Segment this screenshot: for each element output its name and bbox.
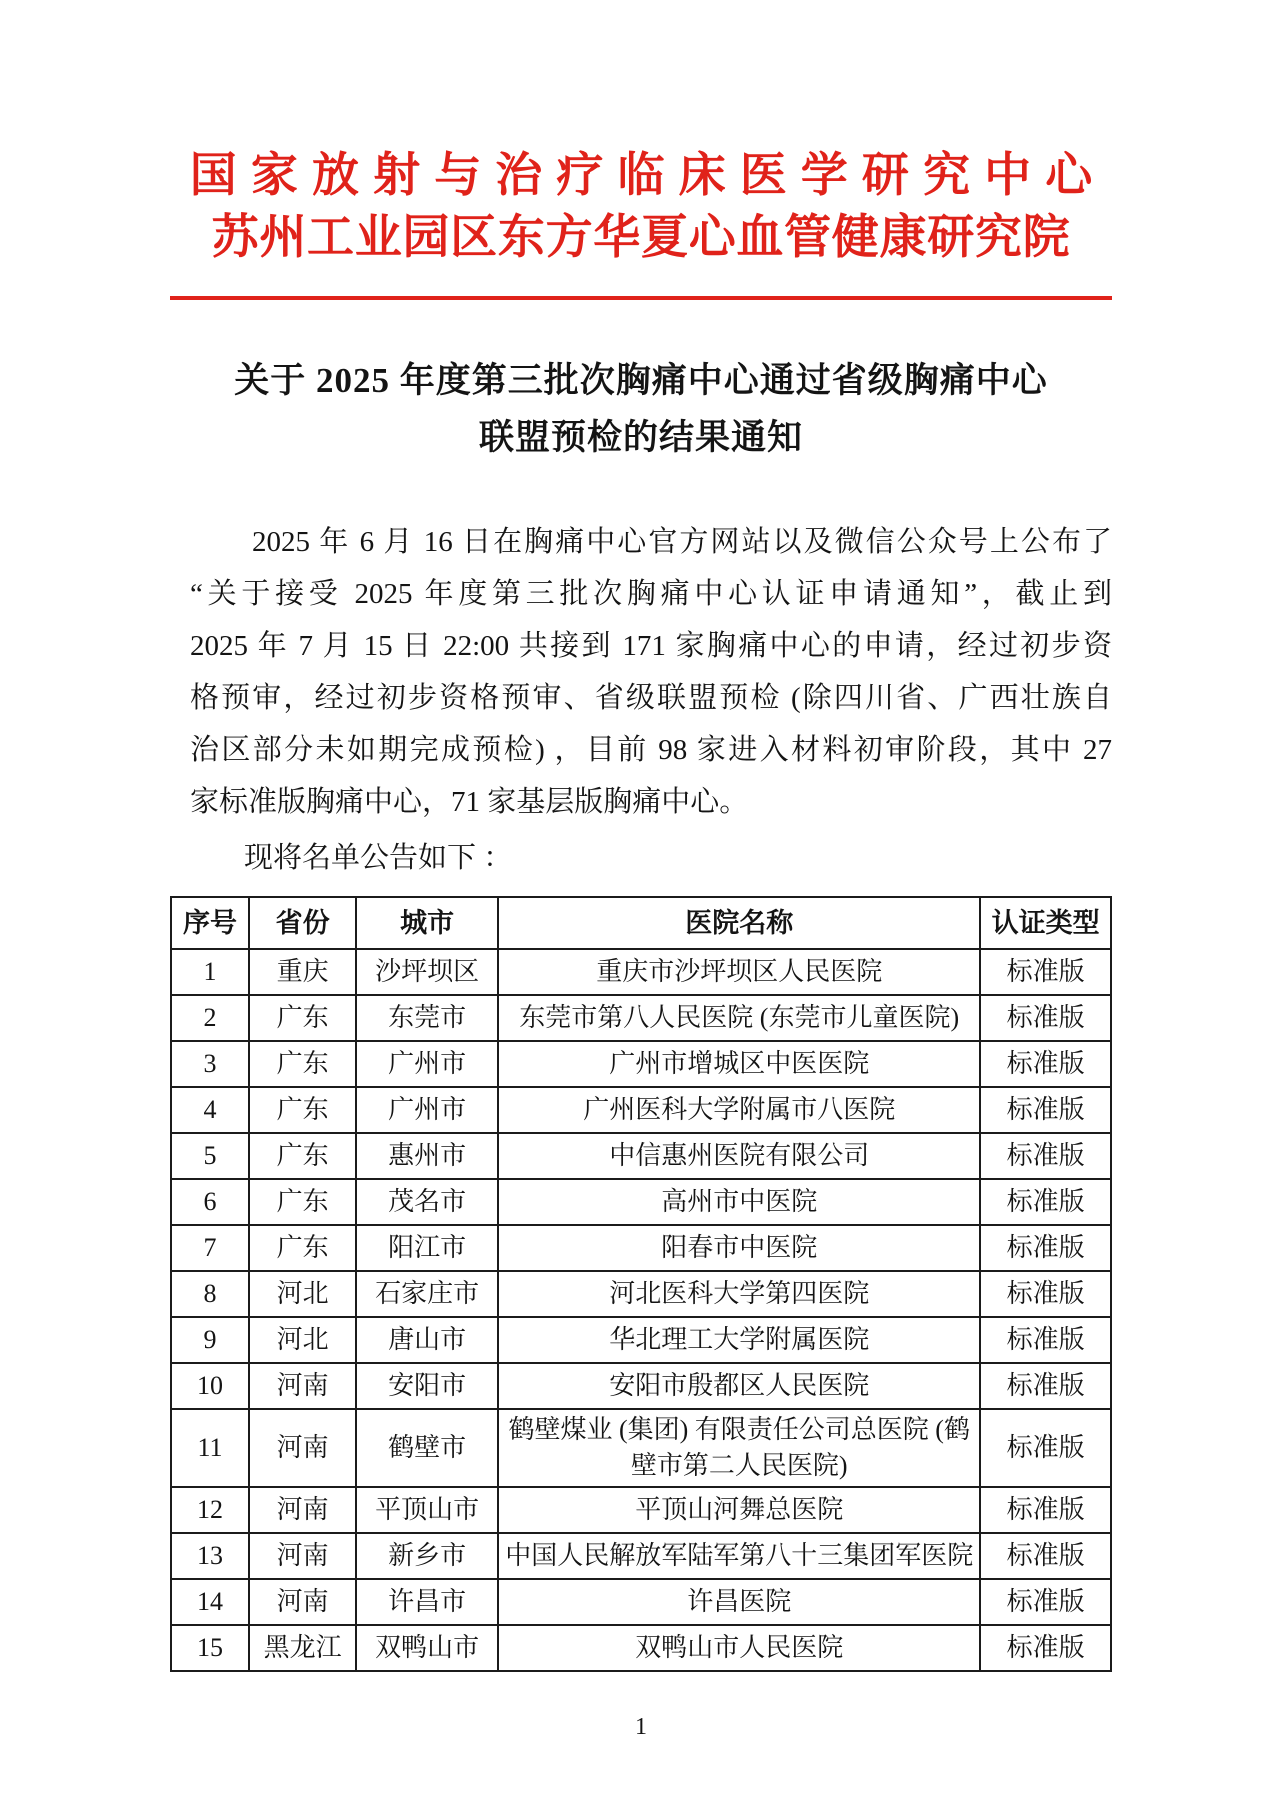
cell-cert-type: 标准版 — [980, 1087, 1111, 1133]
cell-city: 惠州市 — [356, 1133, 498, 1179]
cell-hospital: 阳春市中医院 — [498, 1225, 980, 1271]
body-line: 治区部分未如期完成预检) ，目前 98 家进入材料初审阶段，其中 27 — [190, 734, 1112, 766]
cell-province: 河南 — [249, 1409, 356, 1487]
column-header-hospital: 医院名称 — [498, 897, 980, 949]
cell-cert-type: 标准版 — [980, 1363, 1111, 1409]
cell-hospital: 许昌医院 — [498, 1579, 980, 1625]
body-line: “关于接受 2025 年度第三批次胸痛中心认证申请通知”，截止到 — [190, 578, 1112, 610]
body-line: 格预审，经过初步资格预审、省级联盟预检 (除四川省、广西壮族自 — [190, 682, 1112, 714]
body-line: 2025 年 6 月 16 日在胸痛中心官方网站以及微信公众号上公布了 — [252, 526, 1112, 558]
table-row — [171, 1271, 1111, 1317]
hospital-table-body — [171, 949, 1111, 1671]
cell-province: 河南 — [249, 1579, 356, 1625]
cell-hospital: 平顶山河舞总医院 — [498, 1487, 980, 1533]
body-line: 2025 年 7 月 15 日 22:00 共接到 171 家胸痛中心的申请，经过初步资 — [190, 630, 1112, 662]
cell-number: 10 — [171, 1363, 249, 1409]
cell-province: 广东 — [249, 1133, 356, 1179]
cell-cert-type: 标准版 — [980, 1409, 1111, 1487]
letterhead — [170, 146, 1112, 268]
cell-province: 广东 — [249, 1041, 356, 1087]
cell-cert-type: 标准版 — [980, 1271, 1111, 1317]
cell-hospital: 鹤壁煤业 (集团) 有限责任公司总医院 (鹤壁市第二人民医院) — [498, 1409, 980, 1487]
cell-cert-type: 标准版 — [980, 1533, 1111, 1579]
table-row — [171, 1317, 1111, 1363]
cell-hospital: 东莞市第八人民医院 (东莞市儿童医院) — [498, 995, 980, 1041]
cell-city: 广州市 — [356, 1041, 498, 1087]
table-row — [171, 1363, 1111, 1409]
cell-city: 阳江市 — [356, 1225, 498, 1271]
table-row — [171, 949, 1111, 995]
cell-hospital: 中信惠州医院有限公司 — [498, 1133, 980, 1179]
cell-cert-type: 标准版 — [980, 949, 1111, 995]
cell-province: 广东 — [249, 1087, 356, 1133]
table-row — [171, 995, 1111, 1041]
cell-number: 1 — [171, 949, 249, 995]
body-line: 家标准版胸痛中心，71 家基层版胸痛中心。 — [190, 786, 749, 818]
cell-hospital: 河北医科大学第四医院 — [498, 1271, 980, 1317]
cell-number: 2 — [171, 995, 249, 1041]
letterhead-line1: 国家放射与治疗临床医学研究中心 — [189, 150, 1107, 202]
table-row — [171, 1409, 1111, 1487]
cell-cert-type: 标准版 — [980, 1579, 1111, 1625]
cell-city: 许昌市 — [356, 1579, 498, 1625]
table-row — [171, 1625, 1111, 1671]
cell-number: 13 — [171, 1533, 249, 1579]
body-paragraph — [170, 516, 1112, 828]
cell-province: 河南 — [249, 1363, 356, 1409]
column-header-city: 城市 — [356, 897, 498, 949]
cell-number: 3 — [171, 1041, 249, 1087]
page-number: 1 — [635, 1714, 647, 1740]
cell-number: 8 — [171, 1271, 249, 1317]
table-header-row — [171, 897, 1111, 949]
column-header-cert-type: 认证类型 — [980, 897, 1111, 949]
cell-hospital: 双鸭山市人民医院 — [498, 1625, 980, 1671]
cell-number: 11 — [171, 1409, 249, 1487]
document-title — [170, 352, 1112, 466]
cell-hospital: 广州医科大学附属市八医院 — [498, 1087, 980, 1133]
cell-city: 新乡市 — [356, 1533, 498, 1579]
letterhead-line2: 苏州工业园区东方华夏心血管健康研究院 — [211, 212, 1071, 264]
cell-province: 河南 — [249, 1533, 356, 1579]
column-header-province: 省份 — [249, 897, 356, 949]
cell-province: 广东 — [249, 995, 356, 1041]
cell-number: 12 — [171, 1487, 249, 1533]
cell-hospital: 重庆市沙坪坝区人民医院 — [498, 949, 980, 995]
cell-city: 东莞市 — [356, 995, 498, 1041]
cell-cert-type: 标准版 — [980, 1133, 1111, 1179]
cell-city: 石家庄市 — [356, 1271, 498, 1317]
cell-number: 6 — [171, 1179, 249, 1225]
table-row — [171, 1579, 1111, 1625]
cell-province: 黑龙江 — [249, 1625, 356, 1671]
cell-cert-type: 标准版 — [980, 1179, 1111, 1225]
cell-number: 5 — [171, 1133, 249, 1179]
cell-cert-type: 标准版 — [980, 1625, 1111, 1671]
cell-hospital: 华北理工大学附属医院 — [498, 1317, 980, 1363]
cell-city: 茂名市 — [356, 1179, 498, 1225]
hospital-roster-table — [170, 896, 1112, 1672]
column-header-number: 序号 — [171, 897, 249, 949]
table-row — [171, 1179, 1111, 1225]
cell-city: 安阳市 — [356, 1363, 498, 1409]
cell-city: 双鸭山市 — [356, 1625, 498, 1671]
cell-city: 唐山市 — [356, 1317, 498, 1363]
cell-city: 鹤壁市 — [356, 1409, 498, 1487]
cell-cert-type: 标准版 — [980, 995, 1111, 1041]
cell-province: 重庆 — [249, 949, 356, 995]
cell-province: 河北 — [249, 1317, 356, 1363]
document-title-line2: 联盟预检的结果通知 — [478, 418, 803, 457]
cell-number: 7 — [171, 1225, 249, 1271]
cell-city: 平顶山市 — [356, 1487, 498, 1533]
cell-province: 河南 — [249, 1487, 356, 1533]
table-row — [171, 1487, 1111, 1533]
cell-city: 广州市 — [356, 1087, 498, 1133]
table-row — [171, 1533, 1111, 1579]
cell-hospital: 中国人民解放军陆军第八十三集团军医院 — [498, 1533, 980, 1579]
cell-cert-type: 标准版 — [980, 1041, 1111, 1087]
cell-cert-type: 标准版 — [980, 1225, 1111, 1271]
cell-province: 广东 — [249, 1179, 356, 1225]
cell-province: 广东 — [249, 1225, 356, 1271]
table-row — [171, 1225, 1111, 1271]
cell-hospital: 安阳市殷都区人民医院 — [498, 1363, 980, 1409]
letterhead-divider-rule — [170, 296, 1112, 300]
table-row — [171, 1041, 1111, 1087]
document-title-line1: 关于 2025 年度第三批次胸痛中心通过省级胸痛中心 — [234, 361, 1048, 400]
cell-number: 4 — [171, 1087, 249, 1133]
table-row — [171, 1133, 1111, 1179]
cell-hospital: 高州市中医院 — [498, 1179, 980, 1225]
list-intro: 现将名单公告如下 ： — [244, 842, 513, 874]
cell-cert-type: 标准版 — [980, 1317, 1111, 1363]
cell-province: 河北 — [249, 1271, 356, 1317]
cell-number: 9 — [171, 1317, 249, 1363]
cell-cert-type: 标准版 — [980, 1487, 1111, 1533]
cell-hospital: 广州市增城区中医医院 — [498, 1041, 980, 1087]
table-row — [171, 1087, 1111, 1133]
cell-city: 沙坪坝区 — [356, 949, 498, 995]
cell-number: 14 — [171, 1579, 249, 1625]
cell-number: 15 — [171, 1625, 249, 1671]
